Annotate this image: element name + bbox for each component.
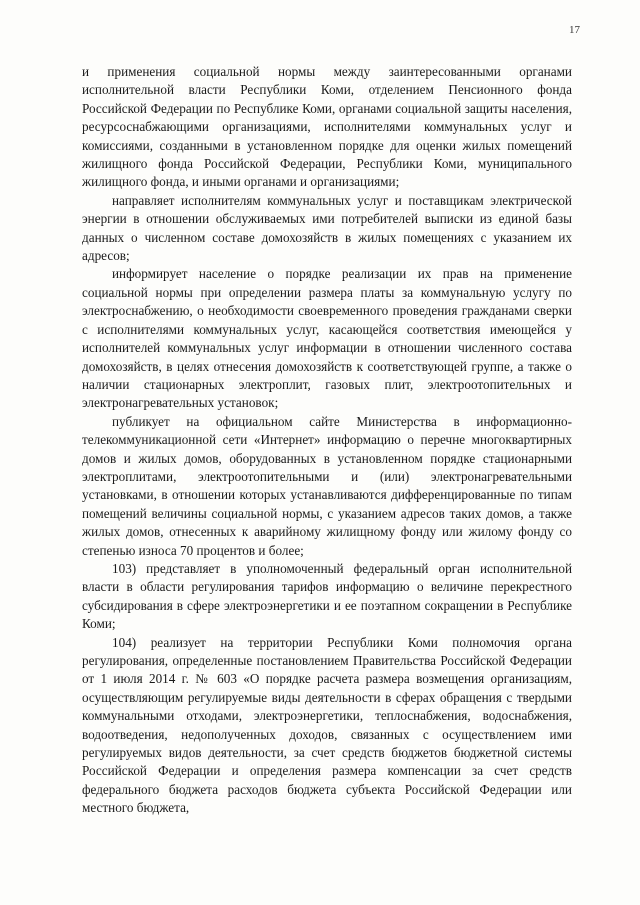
page-number: 17 [569, 24, 580, 36]
paragraph-continuation: и применения социальной нормы между заинтересованными органами исполнительной власти Республики Коми, отделением Пенсионного фонда Российской Федерации по Республике Коми, органами социальной защиты населения, ресурсоснабжающими организациями, исполнителями коммунальных услуг и комиссиями, созданными в установленном порядке для оценки жилых помещений жилищного фонда Российской Федерации, Республики Коми, муниципального жилищного фонда, и иными органами и организациями; [82, 64, 572, 190]
paragraph-directs-executors: направляет исполнителям коммунальных услуг и поставщикам электрической энергии в отношении обслуживаемых ими потребителей выписки из единой базы данных о численном составе домохозяйств в жилых помещениях с указанием их адресов; [82, 192, 572, 264]
paragraph-item-103: 103) представляет в уполномоченный федеральный орган исполнительной власти в области регулирования тарифов информацию о величине перекрестного субсидирования в сфере электроэнергетики и ее поэтапном сокращении в Республике Коми; [82, 560, 572, 632]
document-body [82, 63, 572, 818]
paragraph-informs-population: информирует население о порядке реализации их прав на применение социальной нормы при определении размера платы за коммунальную услугу по электроснабжению, о необходимости своевременного проведения гражданами сверки с исполнителями коммунальных услуг, касающейся соответствия имеющейся у исполнителей коммунальных услуг информации в отношении численного состава домохозяйств, в целях отнесения домохозяйств к соответствующей группе, а также о наличии стационарных электроплит, газовых плит, электроотопительных и электронагревательных установок; [82, 266, 572, 411]
paragraph-publishes-website: публикует на официальном сайте Министерства в информационно-телекоммуникационной сети «Интернет» информацию о перечне многоквартирных домов и жилых домов, оборудованных в установленном порядке стационарными электроплитами, электроотопительными и (или) электронагревательными установками, в отношении которых устанавливаются дифференцированные по типам помещений величины социальной нормы, с указанием адресов таких домов, а также жилых домов, отнесенных к аварийному жилищному фонду или жилому фонду со степенью износа 70 процентов и более; [82, 413, 572, 558]
paragraph-item-104: 104) реализует на территории Республики Коми полномочия органа регулирования, определенные постановлением Правительства Российской Федерации от 1 июля 2014 г. № 603 «О порядке расчета размера возмещения организациям, осуществляющим регулируемые виды деятельности в сферах обращения с твердыми коммунальными отходами, электроэнергетики, теплоснабжения, водоснабжения, водоотведения, недополученных доходов, связанных с осуществлением ими регулируемых видов деятельности, за счет средств бюджетов бюджетной системы Российской Федерации и определения размера компенсации за счет средств федерального бюджета расходов бюджета субъекта Российской Федерации или местного бюджета, [82, 634, 572, 816]
